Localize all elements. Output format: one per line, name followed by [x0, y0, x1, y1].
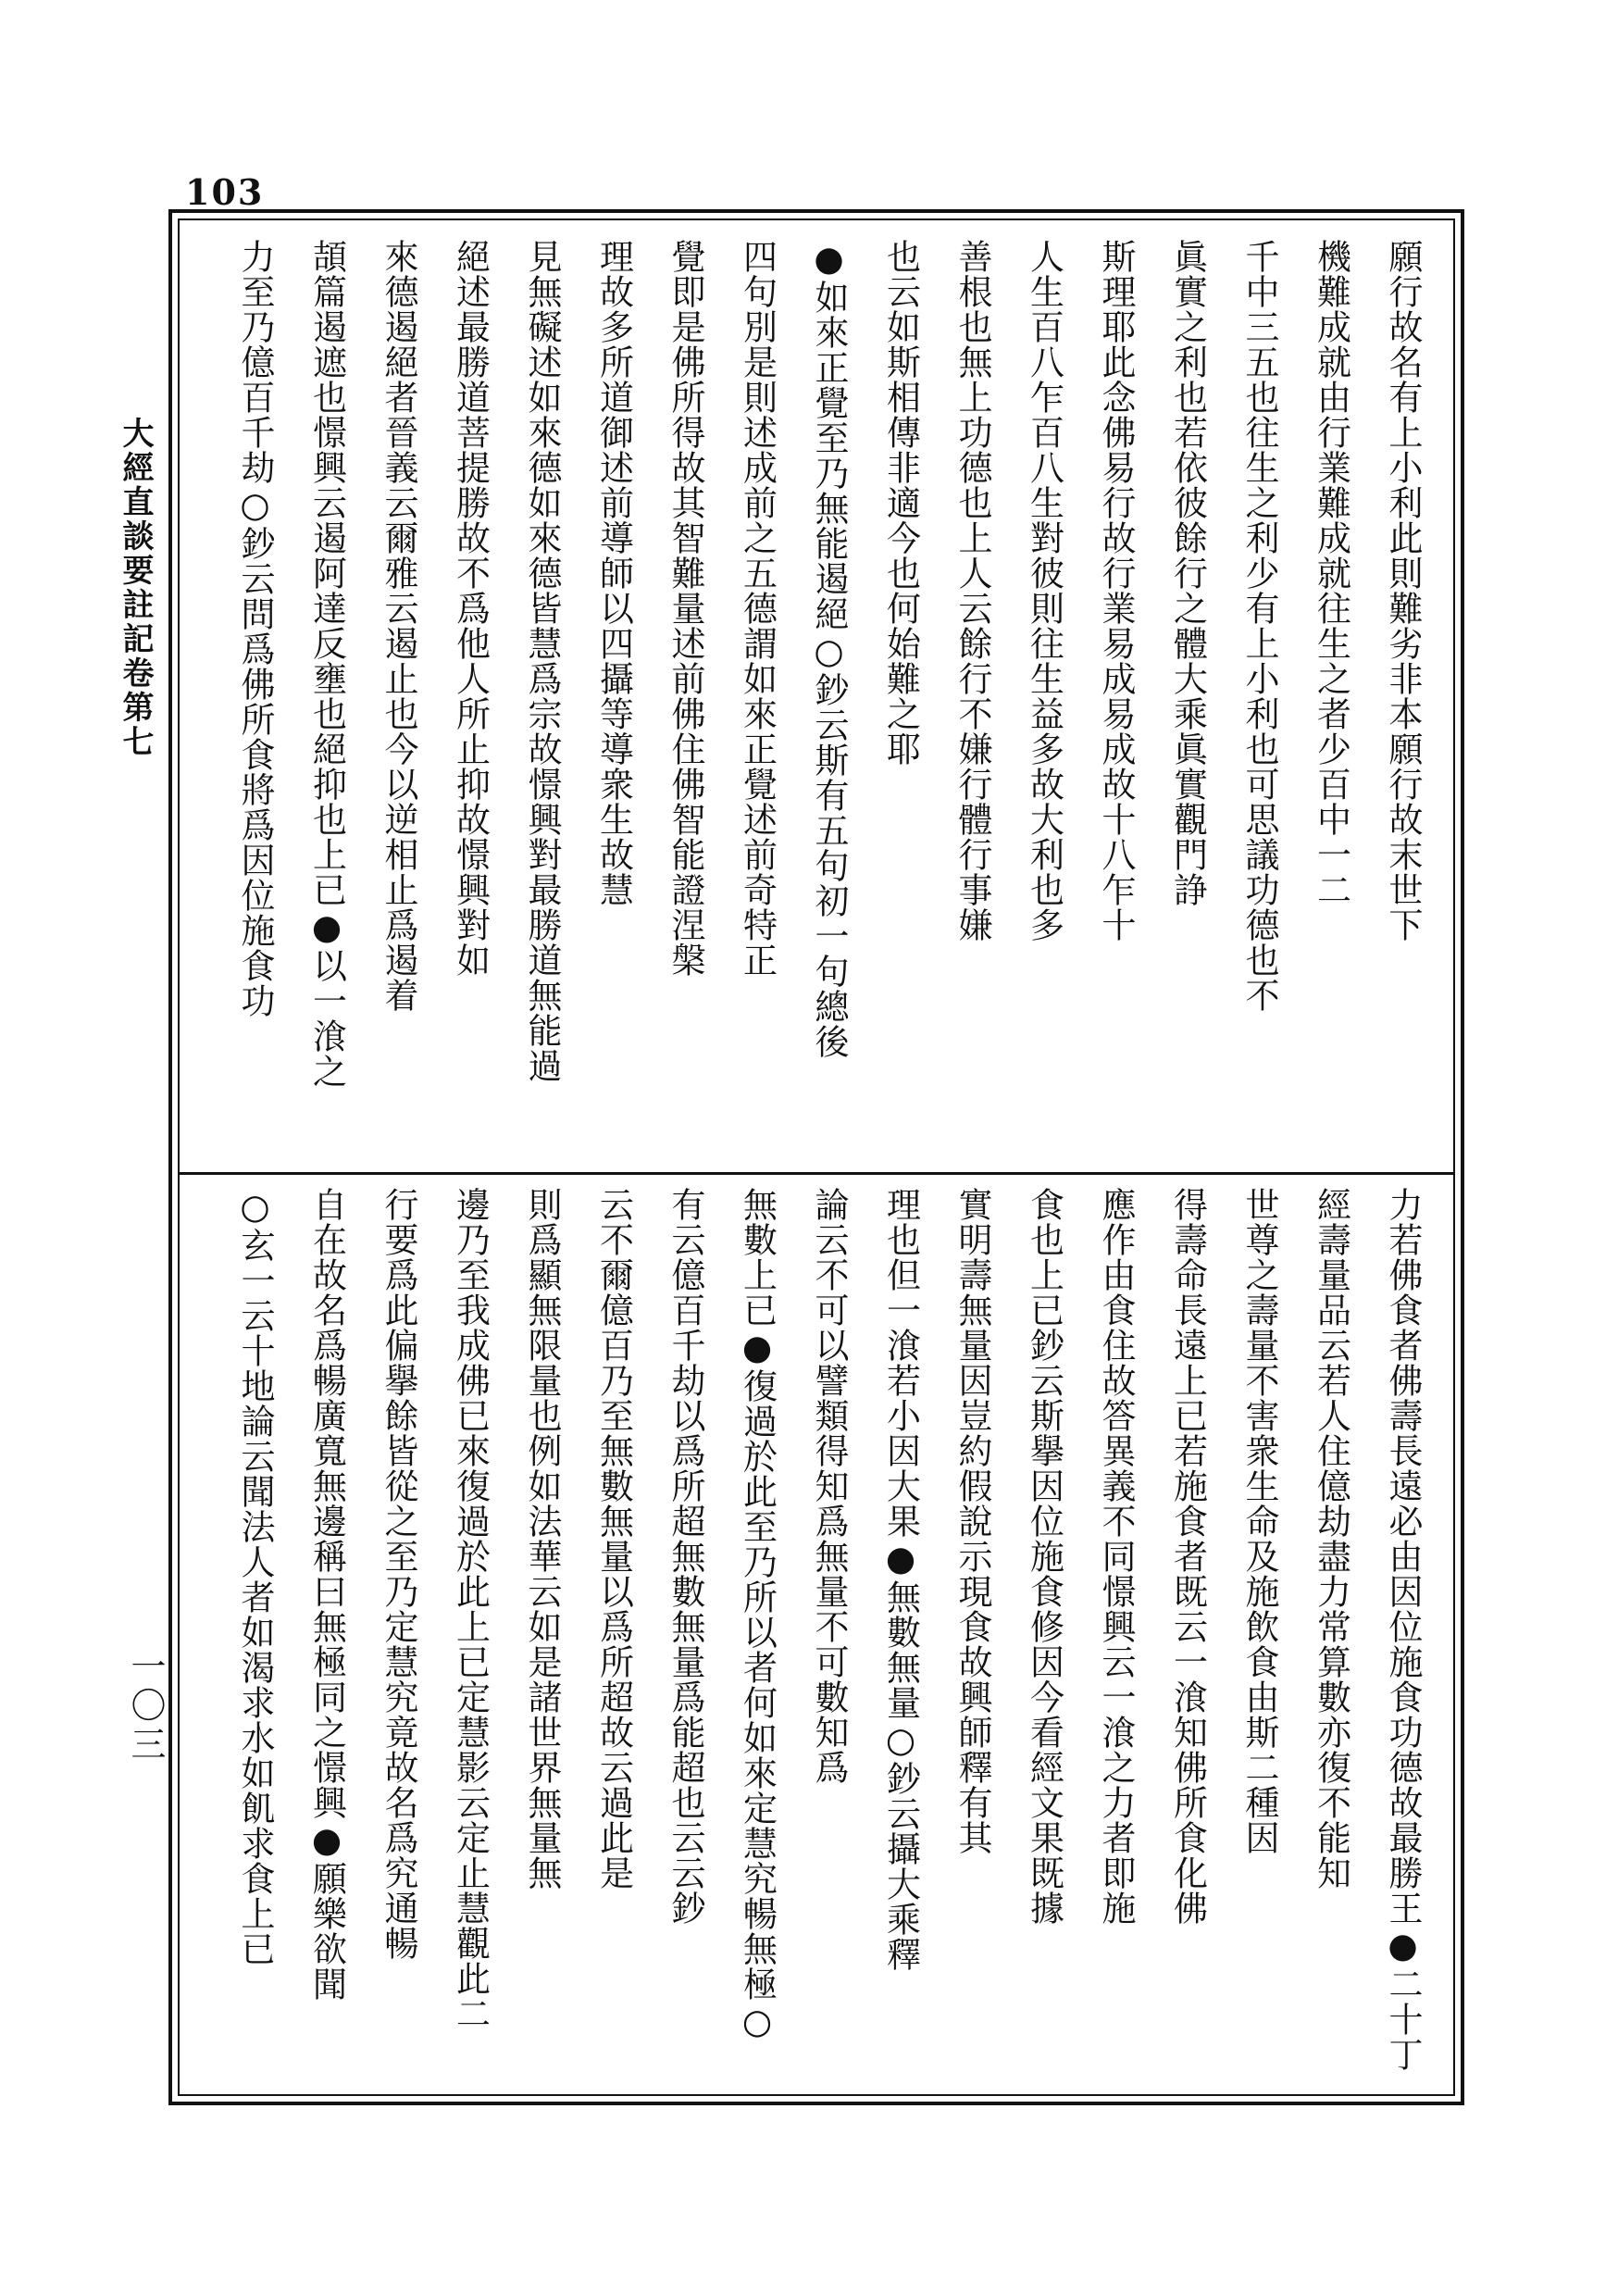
text-column: 力至乃億百千劫○鈔云問爲佛所食將爲因位施食功: [235, 239, 275, 1018]
text-column: 來德遏絕者晉義云爾雅云遏止也今以逆相止爲遏着: [379, 239, 418, 1013]
text-column: 則爲顯無限量也例如法華云如是諸世界無量無: [522, 1187, 562, 1890]
text-column: 覺即是佛所得故其智難量述前佛住佛智能證涅槃: [666, 239, 705, 978]
margin-page-number: 一〇三: [125, 1648, 166, 1765]
text-column: 理故多所道御述前導師以四攝等導衆生故慧: [593, 239, 634, 907]
text-column: 論云不可以譬類得知爲無量不可數知爲: [809, 1187, 849, 1785]
text-column: 世尊之壽量不害衆生命及施飲食由斯二種因: [1239, 1187, 1279, 1855]
text-column: 斯理耶此念佛易行故行業易成易成故十八乍十: [1096, 239, 1136, 942]
text-column: 實明壽無量因豈約假說示現食故興師釋有其: [952, 1187, 992, 1855]
text-column: 四句別是則述成前之五德謂如來正覺述前奇特正: [737, 239, 778, 978]
text-column: 機難成就由行業難成就往生之者少百中一二: [1311, 239, 1351, 907]
text-column: 眞實之利也若依彼餘行之體大乘眞實觀門諍: [1167, 239, 1208, 907]
bottom-text-block: [227, 1187, 1430, 2085]
text-column: 頡篇遏遮也憬興云遏阿達反壅也絕抑也上已●以一湌之: [306, 239, 347, 1089]
text-column: 云不爾億百乃至無數無量以爲所超故云過此是: [593, 1187, 634, 1890]
text-column: 善根也無上功德也上人云餘行不嫌行體行事嫌: [952, 239, 992, 942]
text-column: 願行故名有上小利此則難劣非本願行故末世下: [1383, 239, 1423, 942]
text-column: 見無礙述如來德如來德皆慧爲宗故憬興對最勝道無能過: [522, 239, 562, 1083]
text-column: 行要爲此偏擧餘皆從之至乃定慧究竟故名爲究通暢: [379, 1187, 418, 1961]
section-divider: [178, 1172, 1455, 1175]
text-column: 有云億百千劫以爲所超無數無量爲能超也云云鈔: [666, 1187, 705, 1926]
text-column: 經壽量品云若人住億劫盡力常算數亦復不能知: [1311, 1187, 1351, 1890]
text-column: 絕述最勝道菩提勝故不爲他人所止抑故憬興對如: [450, 239, 491, 978]
page-number: 103: [185, 171, 265, 213]
text-column: 得壽命長遠上已若施食者既云一湌知佛所食化佛: [1167, 1187, 1208, 1926]
text-column: 食也上已鈔云斯擧因位施食修因今看經文果既據: [1024, 1187, 1064, 1926]
top-text-block: [227, 239, 1430, 1155]
text-column: 應作由食住故答異義不同憬興云一湌之力者即施: [1096, 1187, 1136, 1926]
text-column: 理也但一湌若小因大果●無數無量○鈔云攝大乘釋: [880, 1187, 921, 1972]
text-column: 邊乃至我成佛已來復過於此上已定慧影云定止慧觀此二: [450, 1187, 491, 2031]
text-column: 自在故名爲暢廣寬無邊稱曰無極同之憬興●願樂欲聞: [306, 1187, 347, 2002]
running-title: 大經直談要註記卷第七: [117, 417, 154, 759]
text-column: ●如來正覺至乃無能遏絕○鈔云斯有五句初一句總後: [809, 239, 849, 1059]
text-column: 無數上已●復過於此至乃所以者何如來定慧究暢無極○: [737, 1187, 778, 2042]
text-column: 也云如斯相傳非適今也何始難之耶: [880, 239, 921, 767]
text-column: 力若佛食者佛壽長遠必由因位施食功德故最勝王●二十丁: [1383, 1187, 1423, 2072]
text-column: ○玄一云十地論云聞法人者如渴求水如飢求食上已: [235, 1187, 275, 1966]
text-column: 千中三五也往生之利少有上小利也可思議功德也不: [1239, 239, 1279, 1013]
text-column: 人生百八乍百八生對彼則往生益多故大利也多: [1024, 239, 1064, 942]
